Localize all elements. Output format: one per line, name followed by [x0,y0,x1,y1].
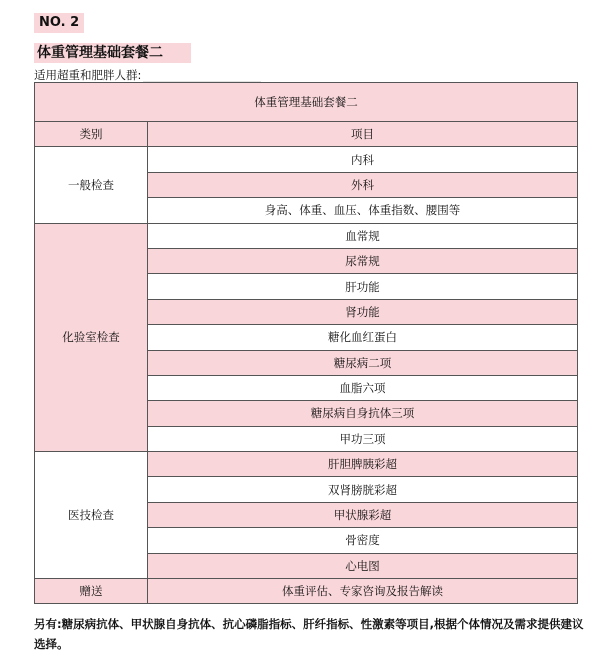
page-title: 体重管理基础套餐二 [34,43,191,63]
target-group-subtitle [34,68,261,82]
item-cell: 糖化血红蛋白 [148,325,578,350]
item-cell: 甲状腺彩超 [148,502,578,527]
category-gift: 赠送 [35,579,148,604]
item-cell: 尿常规 [148,248,578,273]
item-cell: 血脂六项 [148,375,578,400]
category-imaging: 医技检查 [35,452,148,579]
item-cell: 肾功能 [148,299,578,324]
package-number-label: NO. 2 [34,13,84,33]
item-cell: 内科 [148,147,578,172]
item-cell: 双肾膀胱彩超 [148,477,578,502]
footnote: 另有:糖尿病抗体、甲状腺自身抗体、抗心磷脂指标、肝纤指标、性激素等项目,根据个体情况及需求提供建议选择。 [34,617,584,651]
item-cell: 体重评估、专家咨询及报告解读 [148,579,578,604]
table-title-cell: 体重管理基础套餐二 [35,83,578,122]
item-cell: 甲功三项 [148,426,578,451]
package-table [34,82,578,604]
category-lab: 化验室检查 [35,223,148,452]
header-items: 项目 [148,122,578,147]
item-cell: 骨密度 [148,528,578,553]
item-cell: 身高、体重、血压、体重指数、腰围等 [148,198,578,223]
header-category: 类别 [35,122,148,147]
item-cell: 血常规 [148,223,578,248]
item-cell: 心电图 [148,553,578,578]
category-general: 一般检查 [35,147,148,223]
subtitle-text: 适用超重和肥胖人群: [34,68,142,82]
item-cell: 糖尿病自身抗体三项 [148,401,578,426]
item-cell: 外科 [148,172,578,197]
item-cell: 糖尿病二项 [148,350,578,375]
item-cell: 肝功能 [148,274,578,299]
item-cell: 肝胆脾胰彩超 [148,452,578,477]
